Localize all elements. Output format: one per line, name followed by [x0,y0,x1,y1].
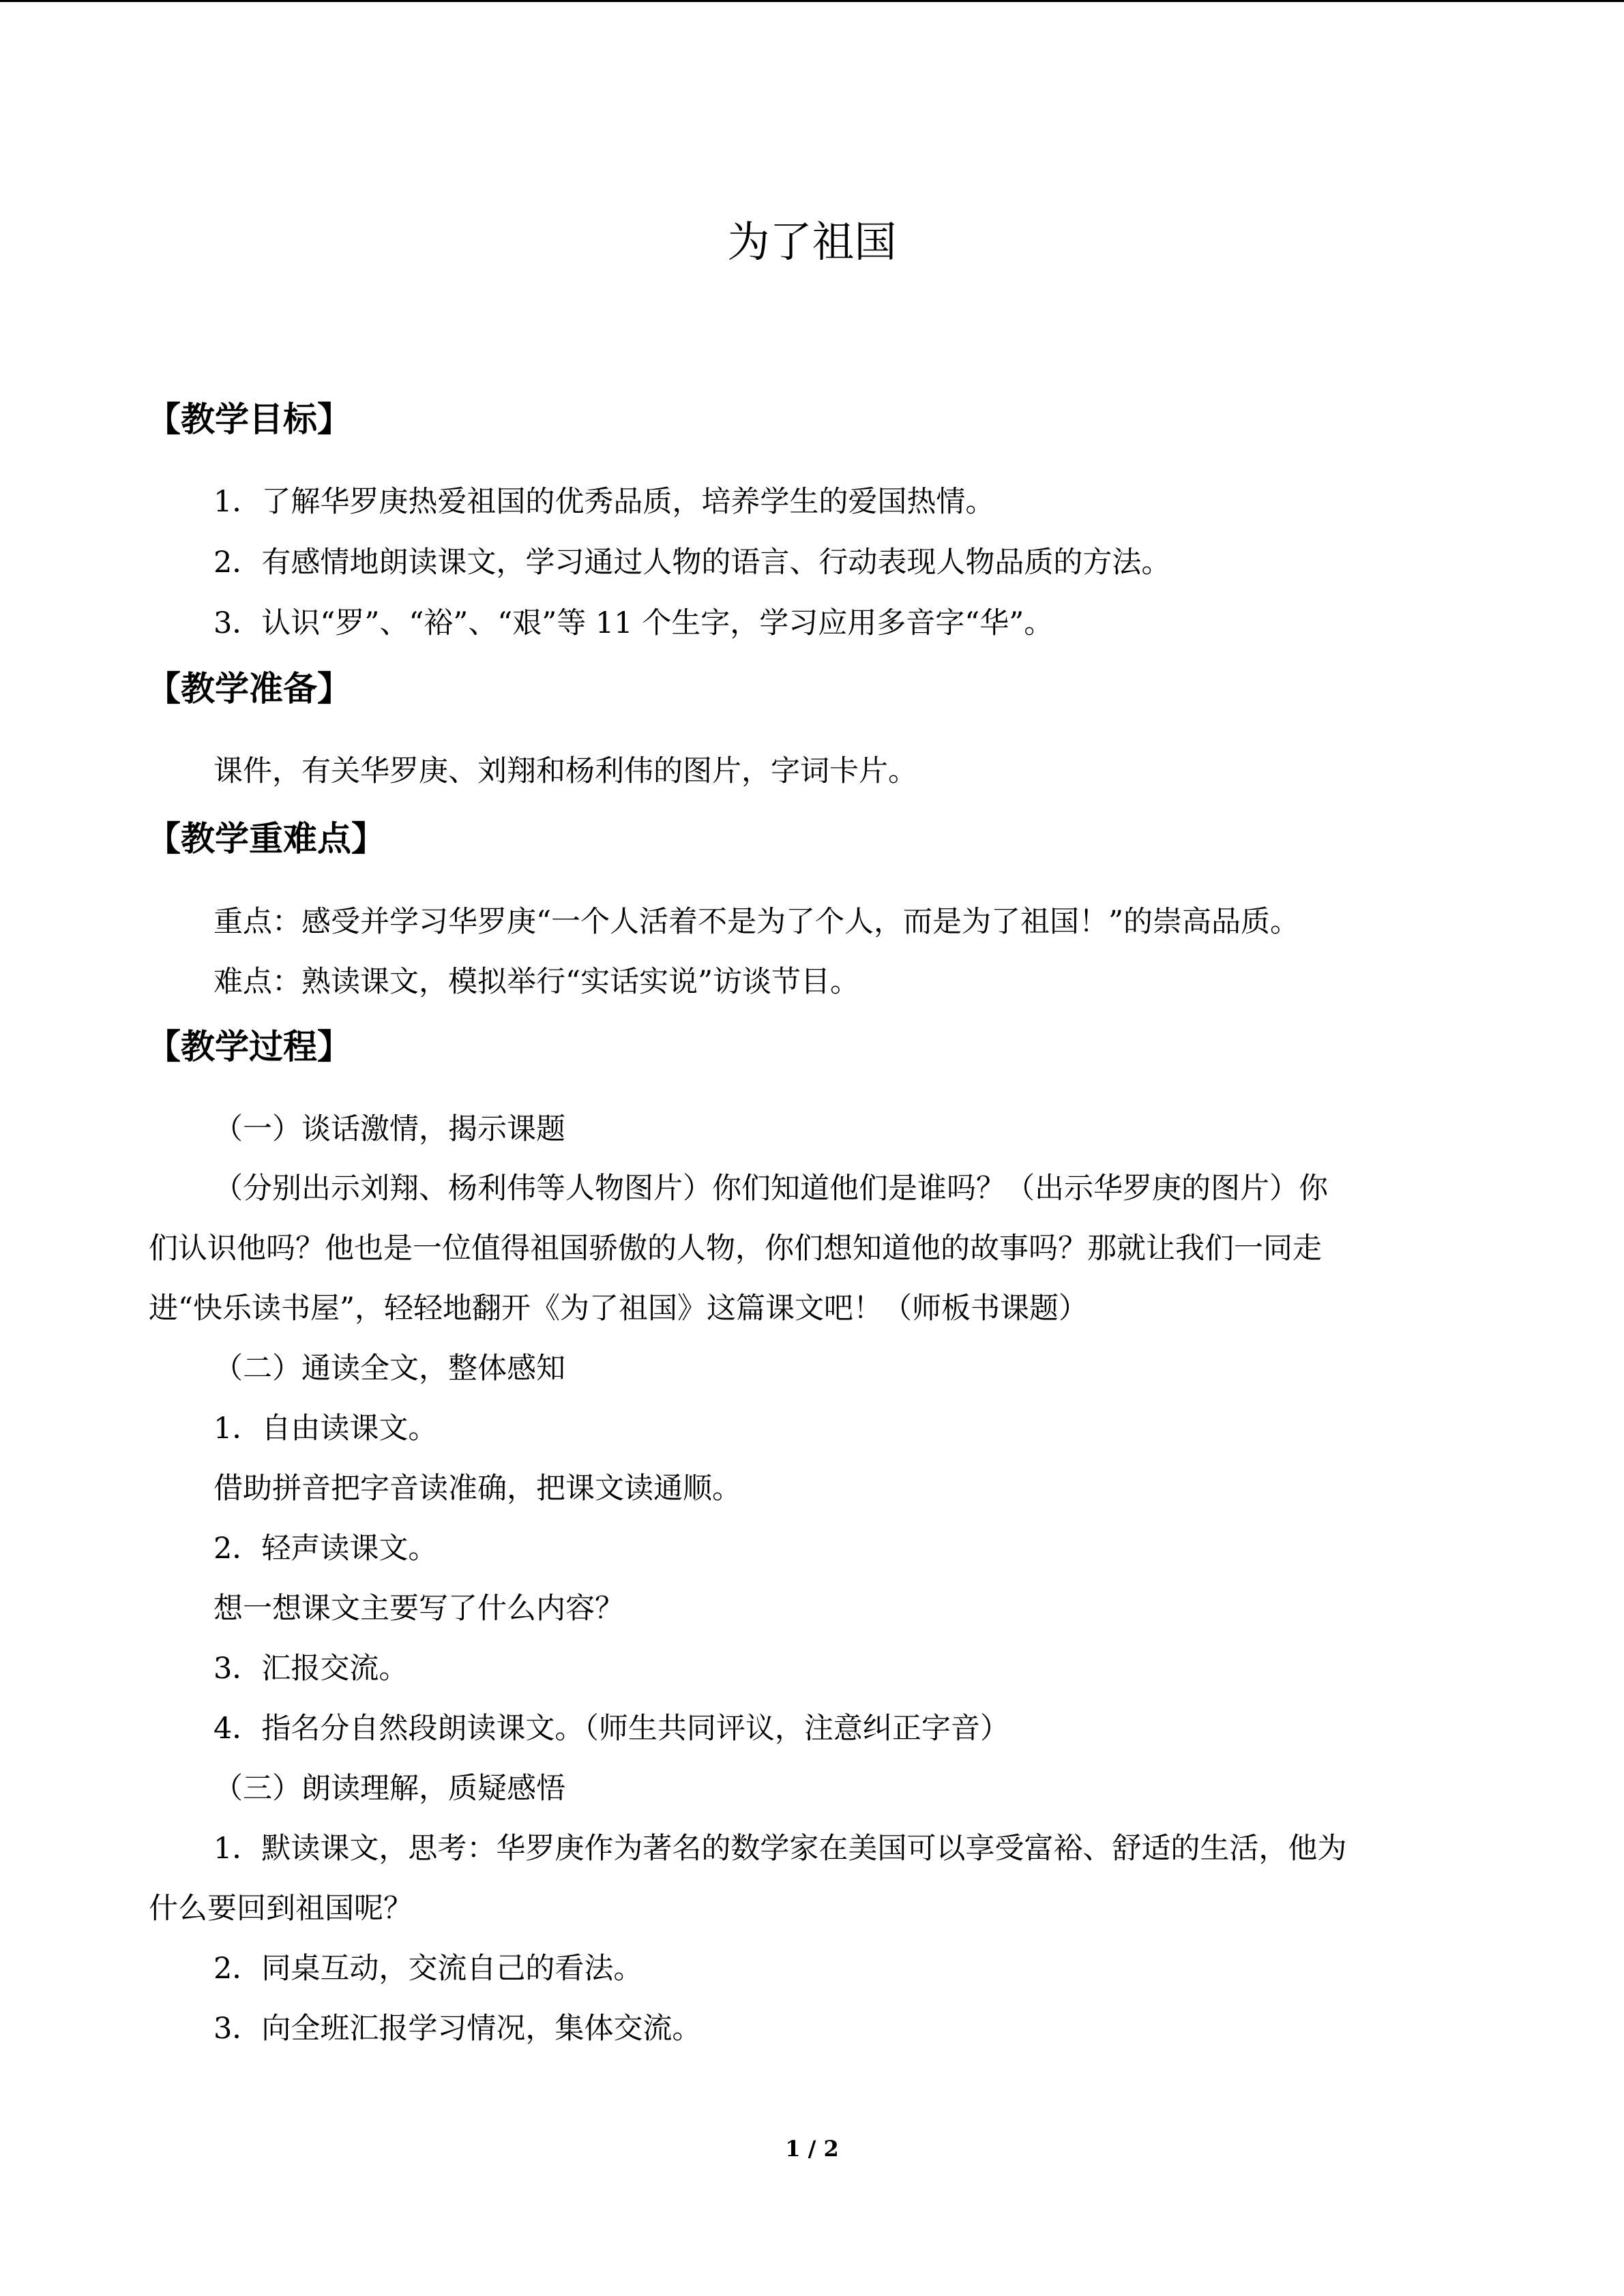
section-heading-process: 【教学过程】 [147,1027,351,1067]
process-step: 3．汇报交流。 [213,1652,409,1686]
process-subheading: （三）朗读理解，质疑感悟 [213,1772,565,1806]
process-step: 1．默读课文，思考：华罗庚作为著名的数学家在美国可以享受富裕、舒适的生活，他为 [213,1832,1347,1866]
process-step-detail: 借助拼音把字音读准确，把课文读通顺。 [213,1472,741,1506]
page-title: 为了祖国 [727,217,897,267]
process-step: 3．向全班汇报学习情况，集体交流。 [213,2012,702,2046]
key-point-item: 重点：感受并学习华罗庚“一个人活着不是为了个人，而是为了祖国！”的崇高品质。 [213,905,1299,939]
top-border-line [0,0,1624,2]
preparation-item: 课件，有关华罗庚、刘翔和杨利伟的图片，字词卡片。 [213,754,917,788]
process-paragraph-line: 进“快乐读书屋”，轻轻地翻开《为了祖国》这篇课文吧！（师板书课题） [149,1292,1088,1326]
process-step: 4．指名分自然段朗读课文。（师生共同评议，注意纠正字音） [213,1712,1009,1746]
section-heading-goals: 【教学目标】 [147,400,351,439]
process-subheading: （一）谈话激情，揭示课题 [213,1112,565,1146]
process-subheading: （二）通读全文，整体感知 [213,1352,565,1386]
process-step: 2．同桌互动，交流自己的看法。 [213,1952,643,1986]
goal-item: 1．了解华罗庚热爱祖国的优秀品质，培养学生的爱国热情。 [213,485,995,519]
goal-item: 2．有感情地朗读课文，学习通过人物的语言、行动表现人物品质的方法。 [213,546,1171,580]
section-heading-preparation: 【教学准备】 [147,669,351,709]
process-step: 2．轻声读课文。 [213,1532,438,1566]
page-number: 1 / 2 [785,2136,839,2162]
section-heading-key-points: 【教学重难点】 [147,819,385,859]
process-step-continuation: 什么要回到祖国呢？ [149,1892,413,1926]
process-step-detail: 想一想课文主要写了什么内容？ [213,1592,624,1626]
key-point-item: 难点：熟读课文，模拟举行“实话实说”访谈节目。 [213,965,859,999]
process-paragraph-line: （分别出示刘翔、杨利伟等人物图片）你们知道他们是谁吗？（出示华罗庚的图片）你 [213,1172,1328,1206]
process-step: 1．自由读课文。 [213,1412,438,1446]
process-paragraph-line: 们认识他吗？他也是一位值得祖国骄傲的人物，你们想知道他的故事吗？那就让我们一同走 [149,1232,1322,1266]
goal-item: 3．认识“罗”、“裕”、“艰”等 11 个生字，学习应用多音字“华”。 [213,606,1054,640]
